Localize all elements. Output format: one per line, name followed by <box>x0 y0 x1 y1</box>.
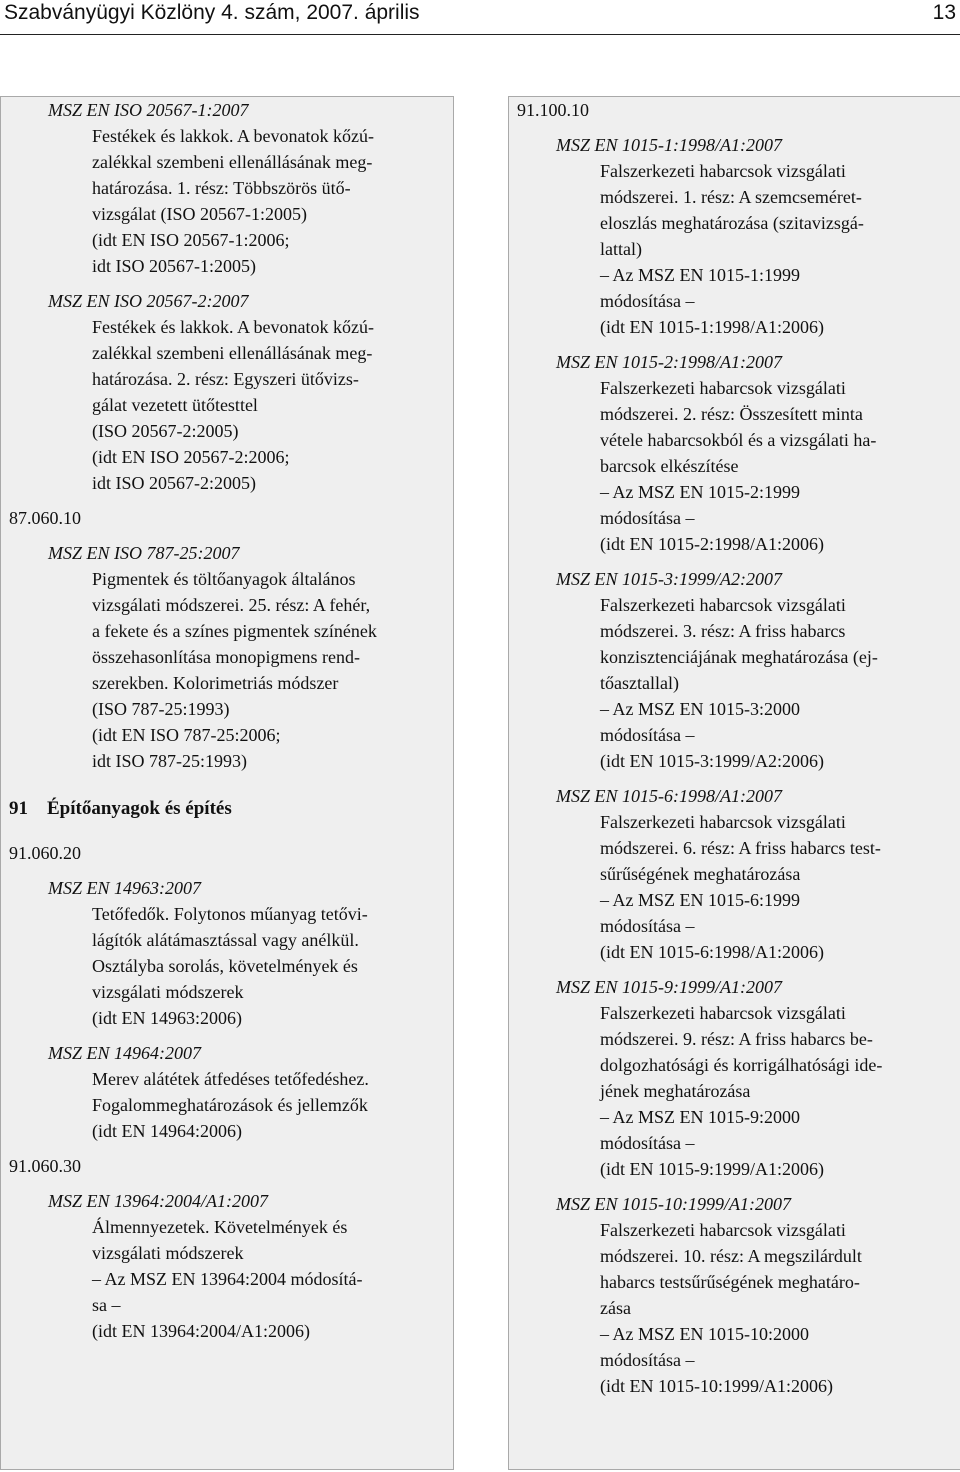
description-line: módosítása – <box>600 1350 695 1370</box>
description-line: – Az MSZ EN 1015-1:1999 <box>600 265 800 285</box>
description-line: idt ISO 787-25:1993) <box>92 751 247 771</box>
description-line: (idt EN 14964:2006) <box>92 1121 242 1141</box>
classification-code: 91.060.30 <box>9 1156 81 1176</box>
standard-number: MSZ EN ISO 20567-2:2007 <box>48 291 249 311</box>
description-line: sűrűségének meghatározása <box>600 864 801 884</box>
standard-description <box>92 1214 445 1344</box>
page-number: 13 <box>932 1 956 24</box>
description-line: módosítása – <box>600 291 695 311</box>
standard-description <box>600 375 952 557</box>
description-line: Álmennyezetek. Követelmények és <box>92 1217 348 1237</box>
description-line: – Az MSZ EN 1015-3:2000 <box>600 699 800 719</box>
description-line: Falszerkezeti habarcsok vizsgálati <box>600 161 846 181</box>
section-title: Építőanyagok és építés <box>47 798 232 819</box>
description-line: módosítása – <box>600 1133 695 1153</box>
standard-description <box>600 809 952 965</box>
description-line: eloszlás meghatározása (szitavizsgá- <box>600 213 864 233</box>
description-line: konzisztenciájának meghatározása (ej- <box>600 647 878 667</box>
standard-number: MSZ EN 14963:2007 <box>48 878 201 898</box>
description-line: módszerei. 1. rész: A szemcseméret- <box>600 187 862 207</box>
description-line: módszerei. 10. rész: A megszilárdult <box>600 1246 862 1266</box>
description-line: idt ISO 20567-1:2005) <box>92 256 256 276</box>
description-line: módszerei. 6. rész: A friss habarcs test- <box>600 838 881 858</box>
classification-code: 91.100.10 <box>517 100 589 120</box>
header-rule <box>0 34 960 35</box>
standard-number: MSZ EN 1015-1:1998/A1:2007 <box>556 135 782 155</box>
standard-description <box>600 1217 952 1399</box>
description-line: (idt EN ISO 20567-1:2006; <box>92 230 290 250</box>
description-line: módosítása – <box>600 916 695 936</box>
description-line: – Az MSZ EN 13964:2004 módosítá- <box>92 1269 363 1289</box>
description-line: (idt EN 1015-1:1998/A1:2006) <box>600 317 824 337</box>
description-line: (idt EN 14963:2006) <box>92 1008 242 1028</box>
description-line: (ISO 20567-2:2005) <box>92 421 239 441</box>
standard-description <box>600 1000 952 1182</box>
description-line: vizsgálat (ISO 20567-1:2005) <box>92 204 307 224</box>
description-line: Pigmentek és töltőanyagok általános <box>92 569 356 589</box>
description-line: (idt EN 13964:2004/A1:2006) <box>92 1321 310 1341</box>
description-line: módosítása – <box>600 725 695 745</box>
description-line: (idt EN 1015-10:1999/A1:2006) <box>600 1376 833 1396</box>
standard-number: MSZ EN ISO 20567-1:2007 <box>48 100 249 120</box>
standard-number: MSZ EN 1015-3:1999/A2:2007 <box>556 569 782 589</box>
description-line: zása <box>600 1298 631 1318</box>
description-line: (idt EN 1015-6:1998/A1:2006) <box>600 942 824 962</box>
standard-description <box>600 592 952 774</box>
left-column <box>0 96 454 1470</box>
standard-number: MSZ EN 13964:2004/A1:2007 <box>48 1191 268 1211</box>
section-heading <box>9 796 453 822</box>
description-line: Falszerkezeti habarcsok vizsgálati <box>600 595 846 615</box>
description-line: Osztályba sorolás, követelmények és <box>92 956 358 976</box>
description-line: módosítása – <box>600 508 695 528</box>
description-line: a fekete és a színes pigmentek színének <box>92 621 377 641</box>
description-line: – Az MSZ EN 1015-10:2000 <box>600 1324 809 1344</box>
description-line: (ISO 787-25:1993) <box>92 699 230 719</box>
description-line: vizsgálati módszerek <box>92 1243 244 1263</box>
description-line: jének meghatározása <box>600 1081 751 1101</box>
description-line: (idt EN 1015-3:1999/A2:2006) <box>600 751 824 771</box>
description-line: Festékek és lakkok. A bevonatok kőzú- <box>92 317 374 337</box>
standard-number: MSZ EN 14964:2007 <box>48 1043 201 1063</box>
description-line: Falszerkezeti habarcsok vizsgálati <box>600 1003 846 1023</box>
description-line: Falszerkezeti habarcsok vizsgálati <box>600 378 846 398</box>
description-line: – Az MSZ EN 1015-6:1999 <box>600 890 800 910</box>
standard-number: MSZ EN 1015-6:1998/A1:2007 <box>556 786 782 806</box>
description-line: lattal) <box>600 239 642 259</box>
description-line: módszerei. 9. rész: A friss habarcs be- <box>600 1029 873 1049</box>
description-line: vizsgálati módszerek <box>92 982 244 1002</box>
standard-description <box>92 901 445 1031</box>
journal-title: Szabványügyi Közlöny 4. szám, 2007. április <box>4 1 420 24</box>
standard-description <box>92 314 445 496</box>
section-number: 91 <box>9 798 28 819</box>
description-line: – Az MSZ EN 1015-9:2000 <box>600 1107 800 1127</box>
description-line: sa – <box>92 1295 121 1315</box>
description-line: dolgozhatósági és korrigálhatósági ide- <box>600 1055 883 1075</box>
description-line: (idt EN 1015-9:1999/A1:2006) <box>600 1159 824 1179</box>
description-line: tőasztallal) <box>600 673 679 693</box>
description-line: Festékek és lakkok. A bevonatok kőzú- <box>92 126 374 146</box>
description-line: (idt EN ISO 787-25:2006; <box>92 725 281 745</box>
description-line: Falszerkezeti habarcsok vizsgálati <box>600 812 846 832</box>
description-line: zalékkal szembeni ellenállásának meg- <box>92 343 373 363</box>
standard-number: MSZ EN 1015-9:1999/A1:2007 <box>556 977 782 997</box>
description-line: habarcs testsűrűségének meghatáro- <box>600 1272 860 1292</box>
standard-description <box>92 566 445 774</box>
description-line: zalékkal szembeni ellenállásának meg- <box>92 152 373 172</box>
standard-number: MSZ EN ISO 787-25:2007 <box>48 543 240 563</box>
description-line: módszerei. 2. rész: Összesített minta <box>600 404 863 424</box>
standard-description <box>600 158 952 340</box>
standard-description <box>92 1066 445 1144</box>
standard-number: MSZ EN 1015-2:1998/A1:2007 <box>556 352 782 372</box>
description-line: határozása. 2. rész: Egyszeri ütővizs- <box>92 369 359 389</box>
right-column <box>508 96 960 1470</box>
description-line: vizsgálati módszerei. 25. rész: A fehér, <box>92 595 371 615</box>
description-line: lágítók alátámasztással vagy anélkül. <box>92 930 359 950</box>
description-line: szerekben. Kolorimetriás módszer <box>92 673 339 693</box>
standard-description <box>92 123 445 279</box>
right-column-content <box>509 97 960 1399</box>
left-column-content <box>1 97 453 1344</box>
description-line: – Az MSZ EN 1015-2:1999 <box>600 482 800 502</box>
description-line: (idt EN 1015-2:1998/A1:2006) <box>600 534 824 554</box>
page-header <box>0 0 960 34</box>
description-line: módszerei. 3. rész: A friss habarcs <box>600 621 846 641</box>
description-line: Merev alátétek átfedéses tetőfedéshez. <box>92 1069 369 1089</box>
description-line: (idt EN ISO 20567-2:2006; <box>92 447 290 467</box>
description-line: vétele habarcsokból és a vizsgálati ha- <box>600 430 877 450</box>
description-line: barcsok elkészítése <box>600 456 739 476</box>
description-line: Falszerkezeti habarcsok vizsgálati <box>600 1220 846 1240</box>
classification-code: 87.060.10 <box>9 508 81 528</box>
classification-code: 91.060.20 <box>9 843 81 863</box>
description-line: Fogalommeghatározások és jellemzők <box>92 1095 368 1115</box>
standard-number: MSZ EN 1015-10:1999/A1:2007 <box>556 1194 791 1214</box>
description-line: gálat vezetett ütőtesttel <box>92 395 258 415</box>
description-line: határozása. 1. rész: Többszörös ütő- <box>92 178 351 198</box>
description-line: összehasonlítása monopigmens rend- <box>92 647 360 667</box>
description-line: idt ISO 20567-2:2005) <box>92 473 256 493</box>
description-line: Tetőfedők. Folytonos műanyag tetővi- <box>92 904 368 924</box>
